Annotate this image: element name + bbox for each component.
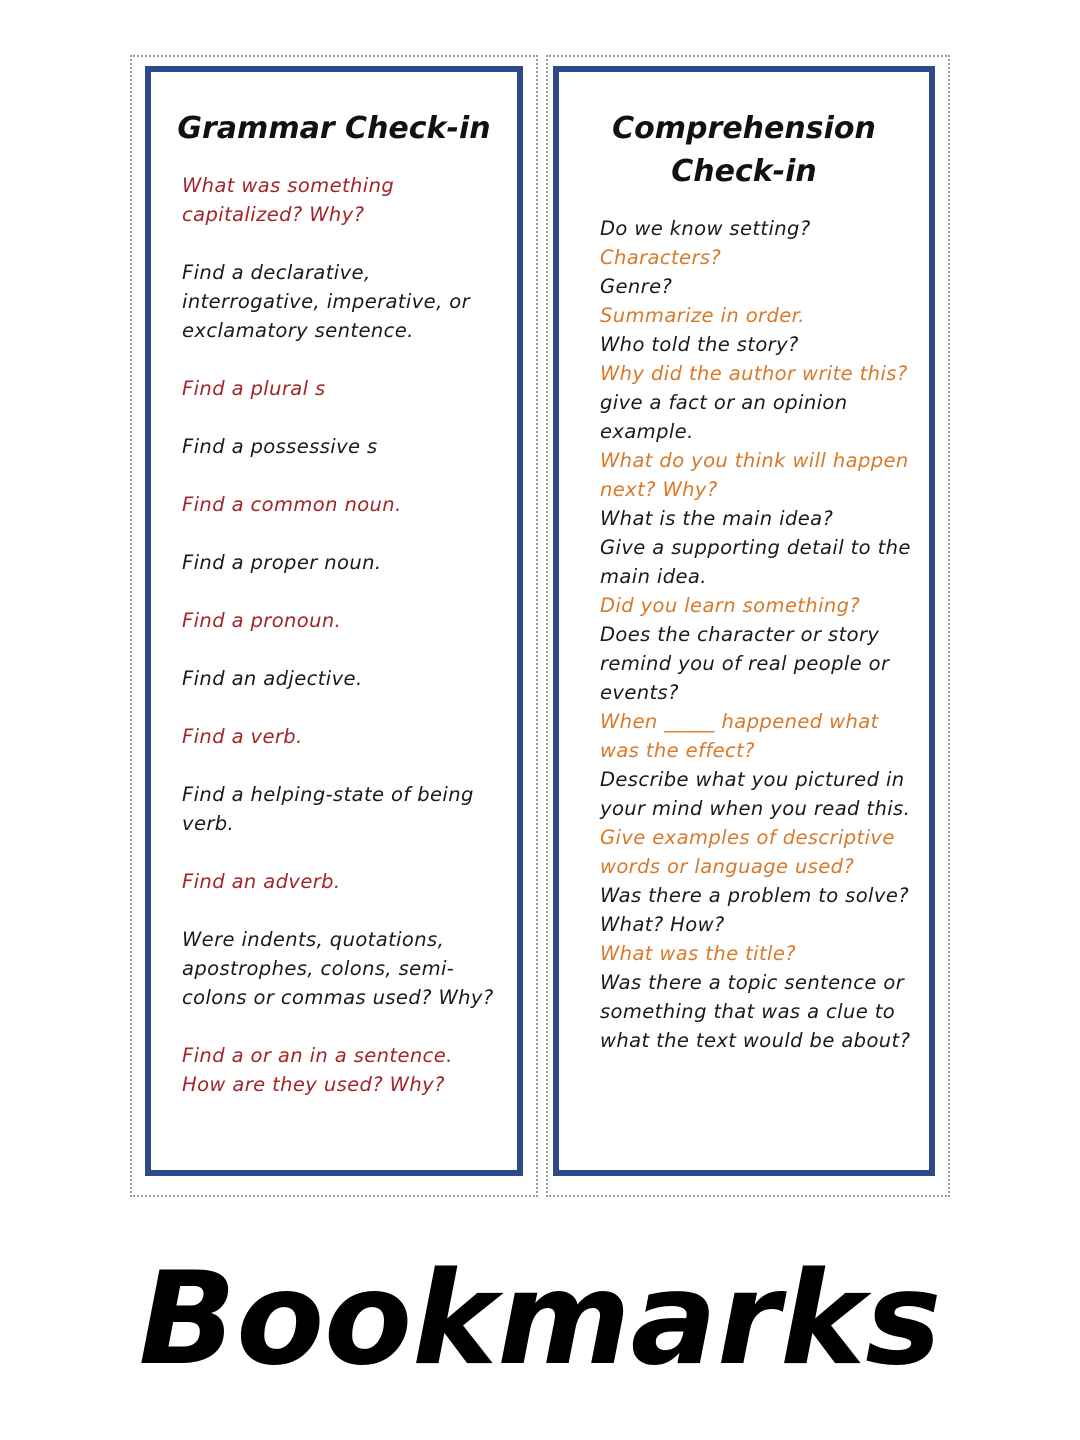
grammar-list — [182, 171, 502, 1128]
comprehension-title-line2: Check-in — [671, 154, 817, 189]
comprehension-item: Did you learn something? — [600, 594, 861, 617]
comprehension-item: What is the main idea? — [600, 507, 834, 530]
comprehension-item: Why did the author write this? — [600, 362, 908, 385]
comprehension-item: When _____ happened what was the effect? — [600, 710, 879, 762]
comprehension-item: give a fact or an opinion example. — [600, 391, 848, 443]
comprehension-item: Was there a problem to solve? What? How? — [600, 884, 909, 936]
grammar-item: Find a common noun. — [182, 493, 402, 516]
comprehension-item: Genre? — [600, 275, 673, 298]
grammar-item: Were indents, quotations, apostrophes, colons, semi-colons or commas used? Why? — [182, 928, 494, 1009]
grammar-item: Find a proper noun. — [182, 551, 382, 574]
comprehension-item: Describe what you pictured in your mind when you read this. — [600, 768, 911, 820]
comprehension-item: Was there a topic sentence or something that was a clue to what the text would be about? — [600, 971, 911, 1052]
grammar-item: Find a pronoun. — [182, 609, 342, 632]
comprehension-title-line1: Comprehension — [612, 111, 876, 146]
comprehension-list — [600, 214, 920, 1055]
grammar-title: Grammar Check-in — [177, 111, 491, 146]
grammar-item: Find a possessive s — [182, 435, 378, 458]
comprehension-item: Does the character or story remind you of real people or events? — [600, 623, 890, 704]
grammar-item: Find an adjective. — [182, 667, 363, 690]
comprehension-item: Summarize in order. — [600, 304, 805, 327]
grammar-item: Find a or an in a sentence. How are they used? Why? — [182, 1044, 453, 1096]
grammar-item: Find a plural s — [182, 377, 326, 400]
comprehension-item: Who told the story? — [600, 333, 799, 356]
grammar-item: Find a declarative, interrogative, imperative, or exclamatory sentence. — [182, 261, 471, 342]
grammar-item: Find a verb. — [182, 725, 303, 748]
comprehension-item: Give a supporting detail to the main idea. — [600, 536, 911, 588]
grammar-item: Find a helping-state of being verb. — [182, 783, 474, 835]
comprehension-item: What was the title? — [600, 942, 796, 965]
bookmarks-banner: Bookmarks — [138, 1245, 942, 1394]
grammar-item: What was something capitalized? Why? — [182, 174, 395, 226]
comprehension-item: Give examples of descriptive words or language used? — [600, 826, 895, 878]
comprehension-item: Characters? — [600, 246, 722, 269]
grammar-item: Find an adverb. — [182, 870, 341, 893]
comprehension-item: Do we know setting? — [600, 217, 811, 240]
comprehension-item: What do you think will happen next? Why? — [600, 449, 909, 501]
